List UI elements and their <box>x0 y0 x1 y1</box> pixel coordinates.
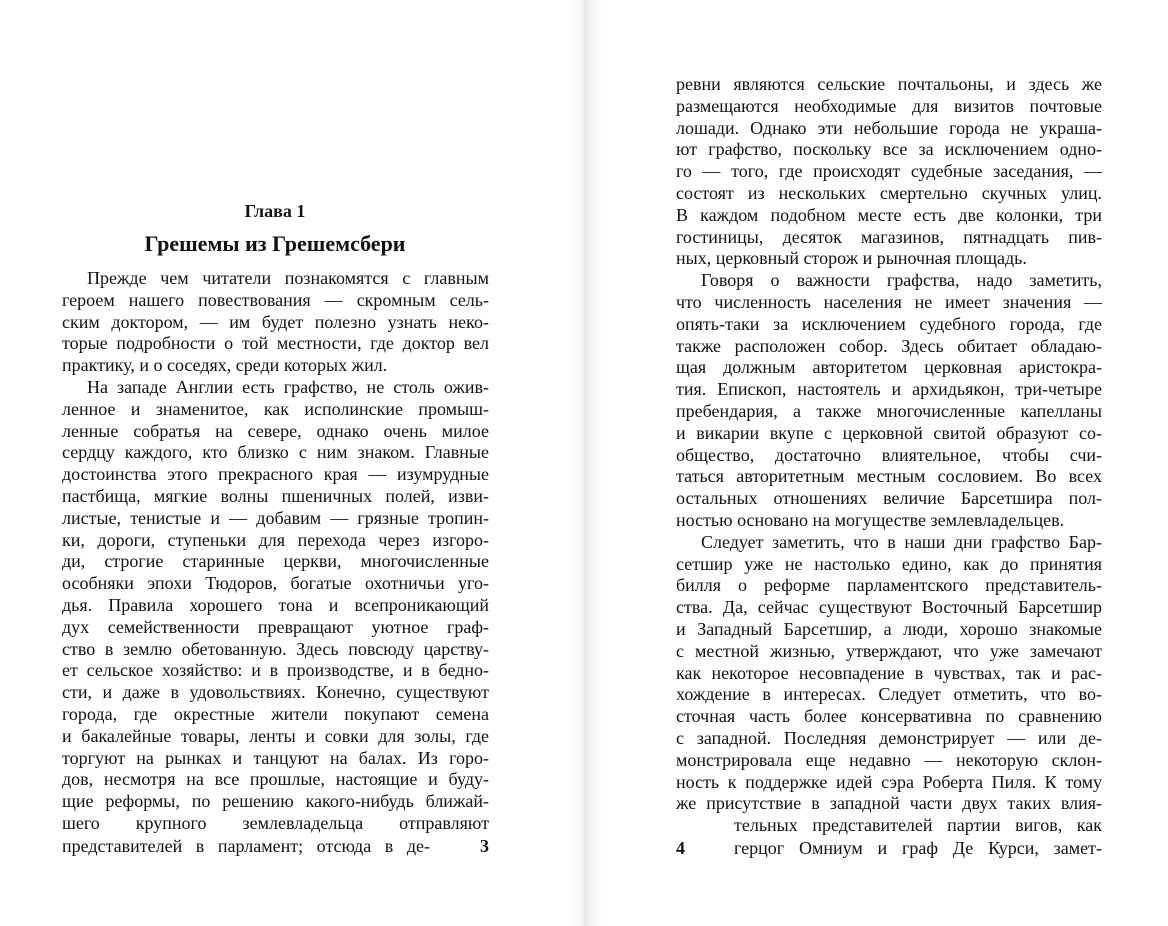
text-line: Прежде чем читатели познакомятся с главным <box>87 268 489 288</box>
text-line: ки, дороги, ступеньки для перехода через изгоро- <box>62 529 489 550</box>
text-line: достоинства этого прекрасного края — изумрудные <box>62 464 489 485</box>
text-line: На западе Англии есть графство, не столь ожив- <box>87 376 489 397</box>
text-line: монстрировала еще недавно — некоторую склон- <box>676 749 1102 770</box>
left-page <box>0 0 583 926</box>
text-line: города, где окрестные жители покупают семена <box>62 703 489 724</box>
text-line: практику, и о соседях, среди которых жил. <box>62 355 388 376</box>
text-line: пребендария, а также многочисленные капелланы <box>676 400 1102 421</box>
right-page-last-line: герцог Омниум и граф Де Курси, замет- <box>734 838 1102 858</box>
text-line: Говоря о важности графства, надо заметить, <box>701 270 1102 291</box>
text-line: ленное и знаменитое, как исполинские промыш- <box>62 398 489 419</box>
text-line: тия. Епископ, настоятель и архидьякон, три-четыре <box>676 379 1102 400</box>
text-line: ревни являются сельские почтальоны, и здесь же <box>676 74 1102 94</box>
text-line: размещаются необходимые для визитов почтовые <box>676 95 1102 116</box>
text-line: хождение в интересах. Следует отметить, что во- <box>676 684 1102 705</box>
text-line: ленные собратья на севере, однако очень милое <box>62 420 489 441</box>
text-line: особняки эпохи Тюдоров, богатые охотничьи уго- <box>62 573 489 594</box>
text-line: ных, церковный сторож и рыночная площадь. <box>676 248 1027 269</box>
text-line: с западной. Последняя демонстрирует — или де- <box>676 727 1102 748</box>
text-line: го — того, где происходят судебные заседания, — <box>676 161 1102 182</box>
text-line: сердцу каждого, кто близко с ним знаком. Главные <box>62 442 489 463</box>
text-line: ства. Да, сейчас существуют Восточный Барсетшир <box>676 597 1102 618</box>
text-line: шего крупного землевладельца отправляют <box>62 812 489 833</box>
text-line: состоят из нескольких смертельно скучных улиц. <box>676 182 1102 203</box>
text-line: дов, несмотря на все прошлые, настоящие и буду- <box>62 769 489 790</box>
text-line: билля о реформе парламентского представитель- <box>676 575 1102 596</box>
page-number-right: 4 <box>676 838 685 858</box>
text-line: ет сельское хозяйство: и в производстве, и в бедно- <box>62 660 489 681</box>
text-line: и бакалейные товары, ленты и совки для золы, где <box>62 725 489 746</box>
text-line: гостиницы, десяток магазинов, пятнадцать пив- <box>676 226 1102 247</box>
text-line: дух семейственности превращают уютное граф- <box>62 616 489 637</box>
text-line: лошади. Однако эти небольшие города не украша- <box>676 117 1102 138</box>
text-line: листые, тенистые и — добавим — грязные тропин- <box>62 507 489 528</box>
left-page-last-line: представителей в парламент; отсюда в де- <box>62 836 430 856</box>
text-line: опять-таки за исключением судебного города, где <box>676 313 1102 334</box>
chapter-label: Глава 1 <box>244 201 306 221</box>
text-line: же присутствие в западной части двух таких влия- <box>676 793 1102 814</box>
text-line: ность к поддержке идей сэра Роберта Пиля. К тому <box>676 771 1102 792</box>
text-line: ют графство, поскольку все за исключением одно- <box>676 139 1102 160</box>
text-line: общество, достаточно влиятельное, чтобы счи- <box>676 444 1102 465</box>
text-line: щая должным авторитетом церковная аристокра- <box>676 357 1102 378</box>
right-page-indented-line <box>734 815 1102 837</box>
text-line: таться авторитетным местным сословием. Во всех <box>676 466 1102 487</box>
text-line: героем нашего повествования — скромным сель- <box>62 289 489 310</box>
text-line: ностью основано на могуществе землевладельцев. <box>676 509 1065 530</box>
right-page-text <box>676 74 1102 815</box>
text-line: что численность населения не имеет значения — <box>676 291 1102 312</box>
text-line: торые подробности о той местности, где доктор вел <box>62 333 489 354</box>
text-line: остальных отношениях величие Барсетшира пол- <box>676 488 1102 509</box>
text-line: сти, и даже в удовольствиях. Конечно, существуют <box>62 682 489 703</box>
text-line: пастбища, мягкие волны пшеничных полей, изви- <box>62 485 489 506</box>
left-page-text <box>62 268 489 835</box>
text-line: сточная часть более консервативна по сравнению <box>676 706 1102 727</box>
text-line: и викарии вкупе с церковной свитой образуют со- <box>676 422 1102 443</box>
text-line: торгуют на рынках и танцуют на балах. Из горо- <box>62 747 489 768</box>
text-line: В каждом подобном месте есть две колонки, три <box>676 204 1102 225</box>
text-line: ство в землю обетованную. Здесь повсюду царству- <box>62 638 489 659</box>
text-line: ским доктором, — им будет полезно узнать неко- <box>62 311 489 332</box>
text-line: щие реформы, по решению какого-нибудь ближай- <box>62 791 489 812</box>
text-line: Следует заметить, что в наши дни графство Бар- <box>701 531 1102 552</box>
page-number-left: 3 <box>480 836 489 856</box>
text-line: дья. Правила хорошего тона и всепроникающий <box>62 594 489 615</box>
text-line: тельных представителей партии вигов, как <box>734 815 1102 835</box>
text-line: и Западный Барсетшир, а люди, хорошо знакомые <box>676 618 1102 639</box>
text-line: также расположен собор. Здесь обитает обладаю- <box>676 335 1102 356</box>
text-line: ди, строгие старинные церкви, многочисленные <box>62 551 489 572</box>
text-line: как некоторое несовпадение в чувствах, так и рас- <box>676 662 1102 683</box>
text-line: с местной жизнью, утверждают, что уже замечают <box>676 640 1102 661</box>
chapter-title: Грешемы из Грешемсбери <box>144 231 406 256</box>
text-line: сетшир уже не настолько едино, как до принятия <box>676 553 1102 574</box>
